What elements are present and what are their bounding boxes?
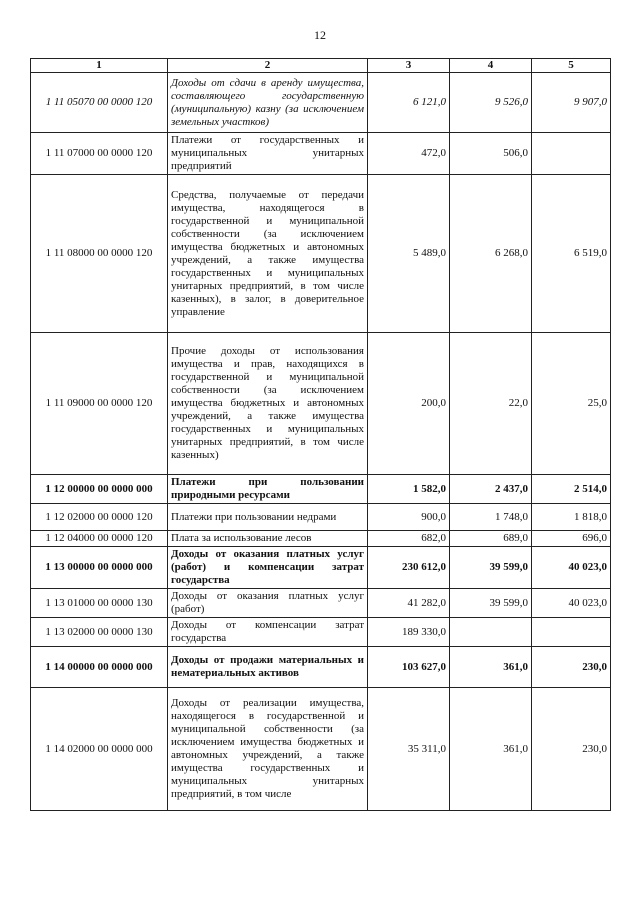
value-col4-cell bbox=[450, 618, 532, 647]
value-col5-cell: 40 023,0 bbox=[532, 589, 611, 618]
table-row bbox=[31, 618, 611, 647]
revenue-name-cell: Платежи при пользовании недрами bbox=[168, 504, 368, 531]
table-row bbox=[31, 133, 611, 175]
value-col5-cell: 2 514,0 bbox=[532, 475, 611, 504]
budget-code-cell: 1 11 05070 00 0000 120 bbox=[31, 73, 168, 133]
revenue-name-cell: Платежи при пользовании природными ресурсами bbox=[168, 475, 368, 504]
table-row bbox=[31, 589, 611, 618]
value-col5-cell: 9 907,0 bbox=[532, 73, 611, 133]
value-col4-cell: 39 599,0 bbox=[450, 547, 532, 589]
column-header-3: 3 bbox=[368, 59, 450, 73]
value-col5-cell: 25,0 bbox=[532, 333, 611, 475]
column-header-5: 5 bbox=[532, 59, 611, 73]
budget-code-cell: 1 12 00000 00 0000 000 bbox=[31, 475, 168, 504]
budget-code-cell: 1 14 02000 00 0000 000 bbox=[31, 688, 168, 811]
column-header-2: 2 bbox=[168, 59, 368, 73]
value-col5-cell: 1 818,0 bbox=[532, 504, 611, 531]
value-col5-cell: 230,0 bbox=[532, 688, 611, 811]
budget-code-cell: 1 13 02000 00 0000 130 bbox=[31, 618, 168, 647]
revenue-name-cell: Доходы от продажи материальных и нематериальных активов bbox=[168, 647, 368, 688]
budget-code-cell: 1 11 07000 00 0000 120 bbox=[31, 133, 168, 175]
revenue-name-cell: Прочие доходы от использования имущества и прав, находящихся в государственной и муниципальной собственности (за исключением имущества бюджетных и автономных учреждений, а также имущества государственных и муниципальных унитарных предприятий, в том числе казенных) bbox=[168, 333, 368, 475]
revenue-name-cell: Доходы от компенсации затрат государства bbox=[168, 618, 368, 647]
table-row bbox=[31, 688, 611, 811]
value-col3-cell: 35 311,0 bbox=[368, 688, 450, 811]
table-row bbox=[31, 504, 611, 531]
value-col3-cell: 41 282,0 bbox=[368, 589, 450, 618]
revenue-name-cell: Доходы от реализации имущества, находящегося в государственной и муниципальной собственности (за исключением имущества бюджетных и автономных учреждений, а также имущества государственных и муниципальных унитарных предприятий, в том числе bbox=[168, 688, 368, 811]
value-col3-cell: 230 612,0 bbox=[368, 547, 450, 589]
revenue-name-cell: Доходы от оказания платных услуг (работ) bbox=[168, 589, 368, 618]
value-col4-cell: 9 526,0 bbox=[450, 73, 532, 133]
revenue-table bbox=[30, 58, 611, 811]
value-col4-cell: 361,0 bbox=[450, 647, 532, 688]
value-col5-cell: 40 023,0 bbox=[532, 547, 611, 589]
value-col5-cell bbox=[532, 133, 611, 175]
column-header-1: 1 bbox=[31, 59, 168, 73]
revenue-name-cell: Средства, получаемые от передачи имущества, находящегося в государственной и муниципальной собственности (за исключением имущества бюджетных и автономных учреждений, а также имущества государственных и муниципальных унитарных предприятий, в том числе казенных), в залог, в доверительное управление bbox=[168, 175, 368, 333]
value-col4-cell: 6 268,0 bbox=[450, 175, 532, 333]
value-col3-cell: 1 582,0 bbox=[368, 475, 450, 504]
table-row bbox=[31, 647, 611, 688]
value-col4-cell: 689,0 bbox=[450, 531, 532, 547]
value-col3-cell: 5 489,0 bbox=[368, 175, 450, 333]
column-header-4: 4 bbox=[450, 59, 532, 73]
value-col5-cell bbox=[532, 618, 611, 647]
table-row bbox=[31, 531, 611, 547]
value-col4-cell: 22,0 bbox=[450, 333, 532, 475]
revenue-name-cell: Платежи от государственных и муниципальных унитарных предприятий bbox=[168, 133, 368, 175]
revenue-name-cell: Доходы от сдачи в аренду имущества, составляющего государственную (муниципальную) казну (за исключением земельных участков) bbox=[168, 73, 368, 133]
budget-code-cell: 1 13 01000 00 0000 130 bbox=[31, 589, 168, 618]
budget-code-cell: 1 11 08000 00 0000 120 bbox=[31, 175, 168, 333]
value-col4-cell: 2 437,0 bbox=[450, 475, 532, 504]
table-row bbox=[31, 547, 611, 589]
table-row bbox=[31, 73, 611, 133]
budget-code-cell: 1 12 04000 00 0000 120 bbox=[31, 531, 168, 547]
revenue-name-cell: Плата за использование лесов bbox=[168, 531, 368, 547]
value-col3-cell: 189 330,0 bbox=[368, 618, 450, 647]
table-row bbox=[31, 333, 611, 475]
revenue-name-cell: Доходы от оказания платных услуг (работ) и компенсации затрат государства bbox=[168, 547, 368, 589]
page-number: 12 bbox=[314, 28, 326, 42]
value-col3-cell: 200,0 bbox=[368, 333, 450, 475]
budget-code-cell: 1 11 09000 00 0000 120 bbox=[31, 333, 168, 475]
value-col4-cell: 39 599,0 bbox=[450, 589, 532, 618]
table-row bbox=[31, 475, 611, 504]
value-col3-cell: 900,0 bbox=[368, 504, 450, 531]
value-col3-cell: 472,0 bbox=[368, 133, 450, 175]
value-col4-cell: 1 748,0 bbox=[450, 504, 532, 531]
value-col5-cell: 696,0 bbox=[532, 531, 611, 547]
value-col5-cell: 230,0 bbox=[532, 647, 611, 688]
value-col4-cell: 361,0 bbox=[450, 688, 532, 811]
value-col3-cell: 103 627,0 bbox=[368, 647, 450, 688]
table-header-row bbox=[31, 59, 611, 73]
budget-code-cell: 1 13 00000 00 0000 000 bbox=[31, 547, 168, 589]
value-col5-cell: 6 519,0 bbox=[532, 175, 611, 333]
value-col4-cell: 506,0 bbox=[450, 133, 532, 175]
value-col3-cell: 6 121,0 bbox=[368, 73, 450, 133]
table-row bbox=[31, 175, 611, 333]
budget-code-cell: 1 14 00000 00 0000 000 bbox=[31, 647, 168, 688]
value-col3-cell: 682,0 bbox=[368, 531, 450, 547]
budget-code-cell: 1 12 02000 00 0000 120 bbox=[31, 504, 168, 531]
